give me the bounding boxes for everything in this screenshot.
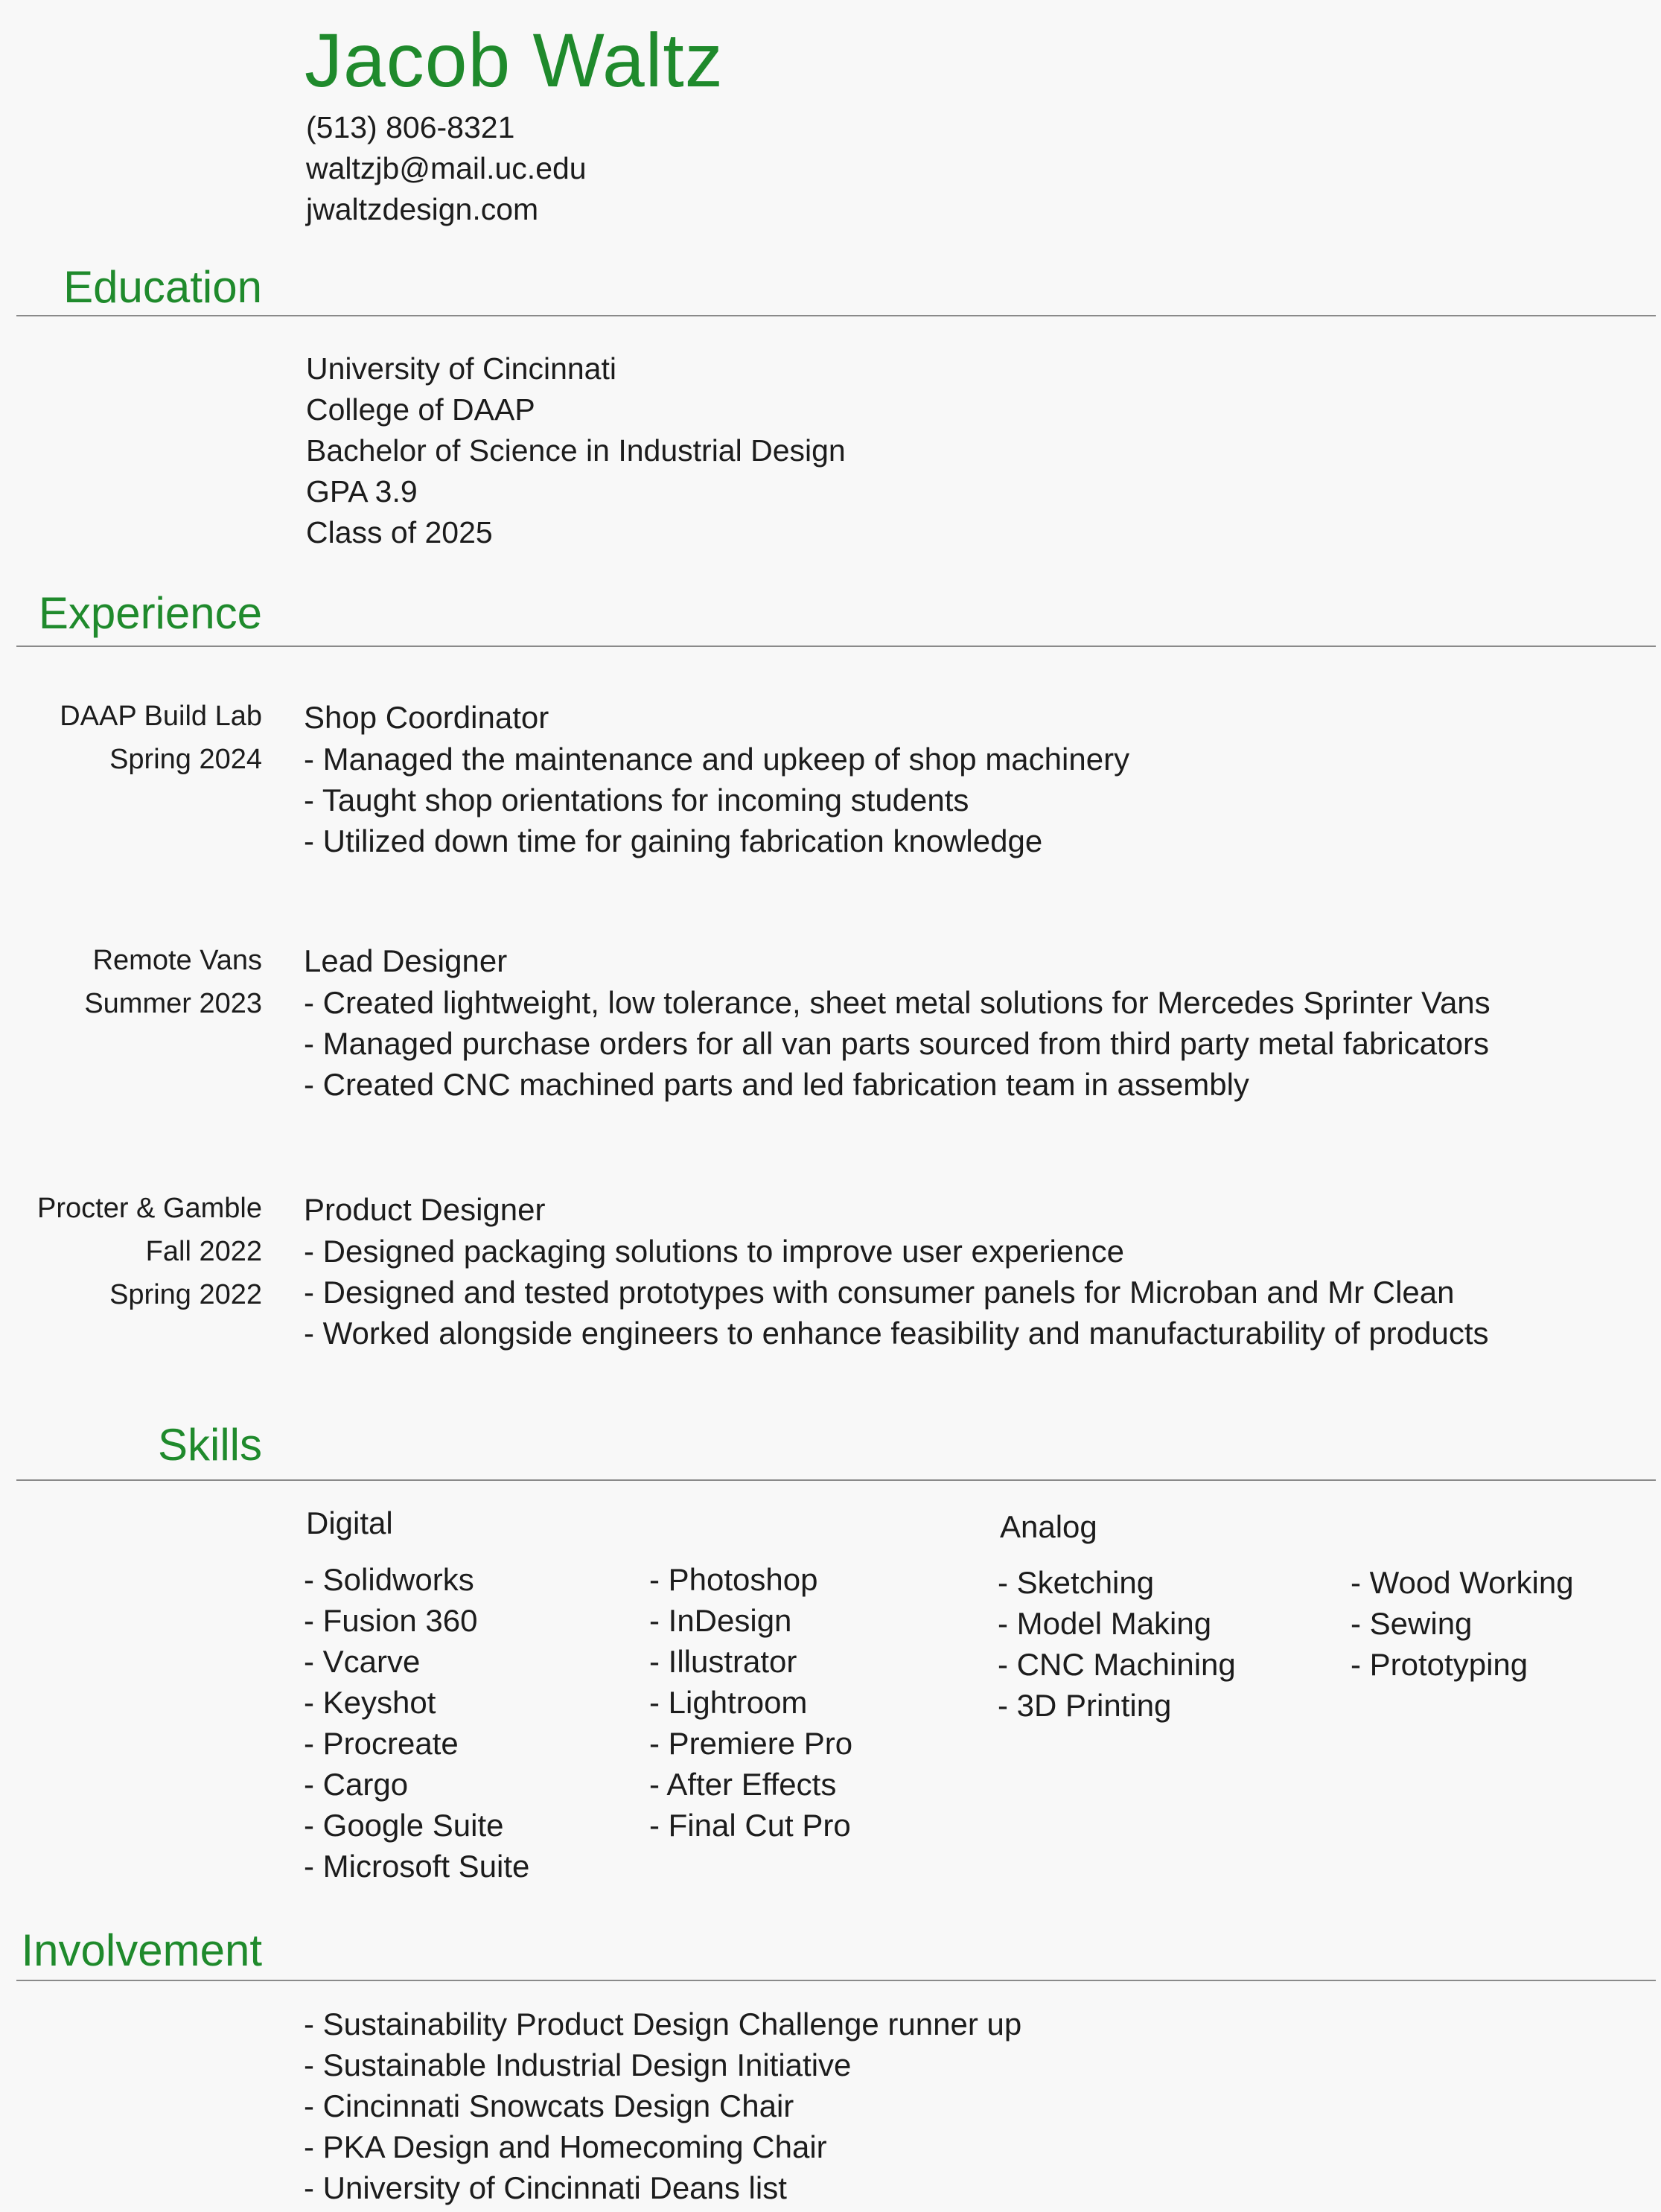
experience-divider [16,646,1656,647]
website-link[interactable]: jwaltzdesign.com [306,192,539,226]
job-date: Spring 2022 [109,1279,262,1310]
skill-item: - Sewing [1351,1606,1473,1641]
job-org-dates [0,1187,262,1316]
skill-item: - Wood Working [1351,1565,1574,1600]
skill-item: - Prototyping [1351,1647,1528,1682]
analog-skills-column [998,1562,1236,1726]
education-heading: Education [63,262,262,312]
involvement-item: - Sustainability Product Design Challenge runner up [304,2007,1022,2042]
phone-number: (513) 806-8321 [306,110,515,144]
skill-item: - Google Suite [304,1808,504,1843]
involvement-item: - Sustainable Industrial Design Initiative [304,2047,852,2082]
job-details [304,696,1129,861]
skill-item: - Lightroom [649,1685,808,1720]
skill-item: - Model Making [998,1606,1212,1641]
analog-skills-column [1351,1562,1574,1685]
skill-item: - Photoshop [649,1562,818,1597]
experience-heading: Experience [38,588,262,638]
job-bullet: - Taught shop orientations for incoming students [304,783,969,817]
skill-item: - Procreate [304,1726,459,1761]
digital-skills-heading: Digital [306,1505,393,1540]
job-date: Summer 2023 [84,988,262,1019]
skills-heading: Skills [157,1420,262,1470]
education-line: Class of 2025 [306,515,493,549]
analog-skills-heading: Analog [1000,1509,1097,1544]
job-bullet: - Utilized down time for gaining fabrication knowledge [304,823,1043,858]
skill-item: - Microsoft Suite [304,1849,530,1884]
involvement-item: - Cincinnati Snowcats Design Chair [304,2088,794,2123]
education-line: College of DAAP [306,392,535,427]
skill-item: - Illustrator [649,1644,797,1679]
job-details [304,940,1491,1105]
skill-item: - Sketching [998,1565,1155,1600]
skill-item: - Cargo [304,1767,409,1802]
job-bullet: - Designed packaging solutions to improve user experience [304,1234,1124,1269]
job-role: Shop Coordinator [304,700,549,735]
job-date: Fall 2022 [145,1236,262,1267]
job-organization: Remote Vans [92,945,262,976]
job-organization: DAAP Build Lab [60,701,262,732]
job-bullets [304,982,1491,1105]
skill-item: - Solidworks [304,1562,474,1597]
education-line: University of Cincinnati [306,351,616,386]
job-bullet: - Managed purchase orders for all van parts sourced from third party metal fabricators [304,1026,1490,1061]
skill-item: - CNC Machining [998,1647,1236,1682]
resume-name: Jacob Waltz [305,18,724,103]
skill-item: - Premiere Pro [649,1726,853,1761]
involvement-heading: Involvement [21,1925,262,1975]
skill-item: - Vcarve [304,1644,421,1679]
involvement-item: - PKA Design and Homecoming Chair [304,2129,827,2164]
job-bullet: - Managed the maintenance and upkeep of shop machinery [304,742,1130,777]
job-bullet: - Worked alongside engineers to enhance feasibility and manufacturability of products [304,1316,1489,1351]
skill-item: - Final Cut Pro [649,1808,851,1843]
digital-skills-column [649,1559,852,1846]
education-line: Bachelor of Science in Industrial Design [306,433,846,468]
skill-item: - Keyshot [304,1685,436,1720]
skills-divider [16,1479,1656,1481]
job-role: Lead Designer [304,943,508,978]
contact-info [306,107,587,230]
job-role: Product Designer [304,1192,546,1227]
email-address[interactable]: waltzjb@mail.uc.edu [306,151,587,185]
education-details [306,348,846,553]
job-bullet: - Created lightweight, low tolerance, sheet metal solutions for Mercedes Sprinter Vans [304,985,1491,1020]
skill-item: - 3D Printing [998,1688,1172,1723]
involvement-item: - University of Cincinnati Deans list [304,2170,787,2205]
job-bullets [304,739,1129,861]
job-org-dates [0,695,262,781]
job-bullets [304,1231,1489,1354]
involvement-divider [16,1980,1656,1981]
job-date: Spring 2024 [109,744,262,775]
education-divider [16,315,1656,316]
involvement-list [304,2004,1021,2208]
job-bullet: - Created CNC machined parts and led fabrication team in assembly [304,1067,1249,1102]
skill-item: - InDesign [649,1603,792,1638]
job-org-dates [0,939,262,1025]
digital-skills-column [304,1559,529,1887]
education-line: GPA 3.9 [306,474,418,509]
job-bullet: - Designed and tested prototypes with consumer panels for Microban and Mr Clean [304,1275,1455,1310]
job-details [304,1188,1489,1354]
skill-item: - Fusion 360 [304,1603,478,1638]
skill-item: - After Effects [649,1767,837,1802]
job-organization: Procter & Gamble [37,1193,262,1224]
